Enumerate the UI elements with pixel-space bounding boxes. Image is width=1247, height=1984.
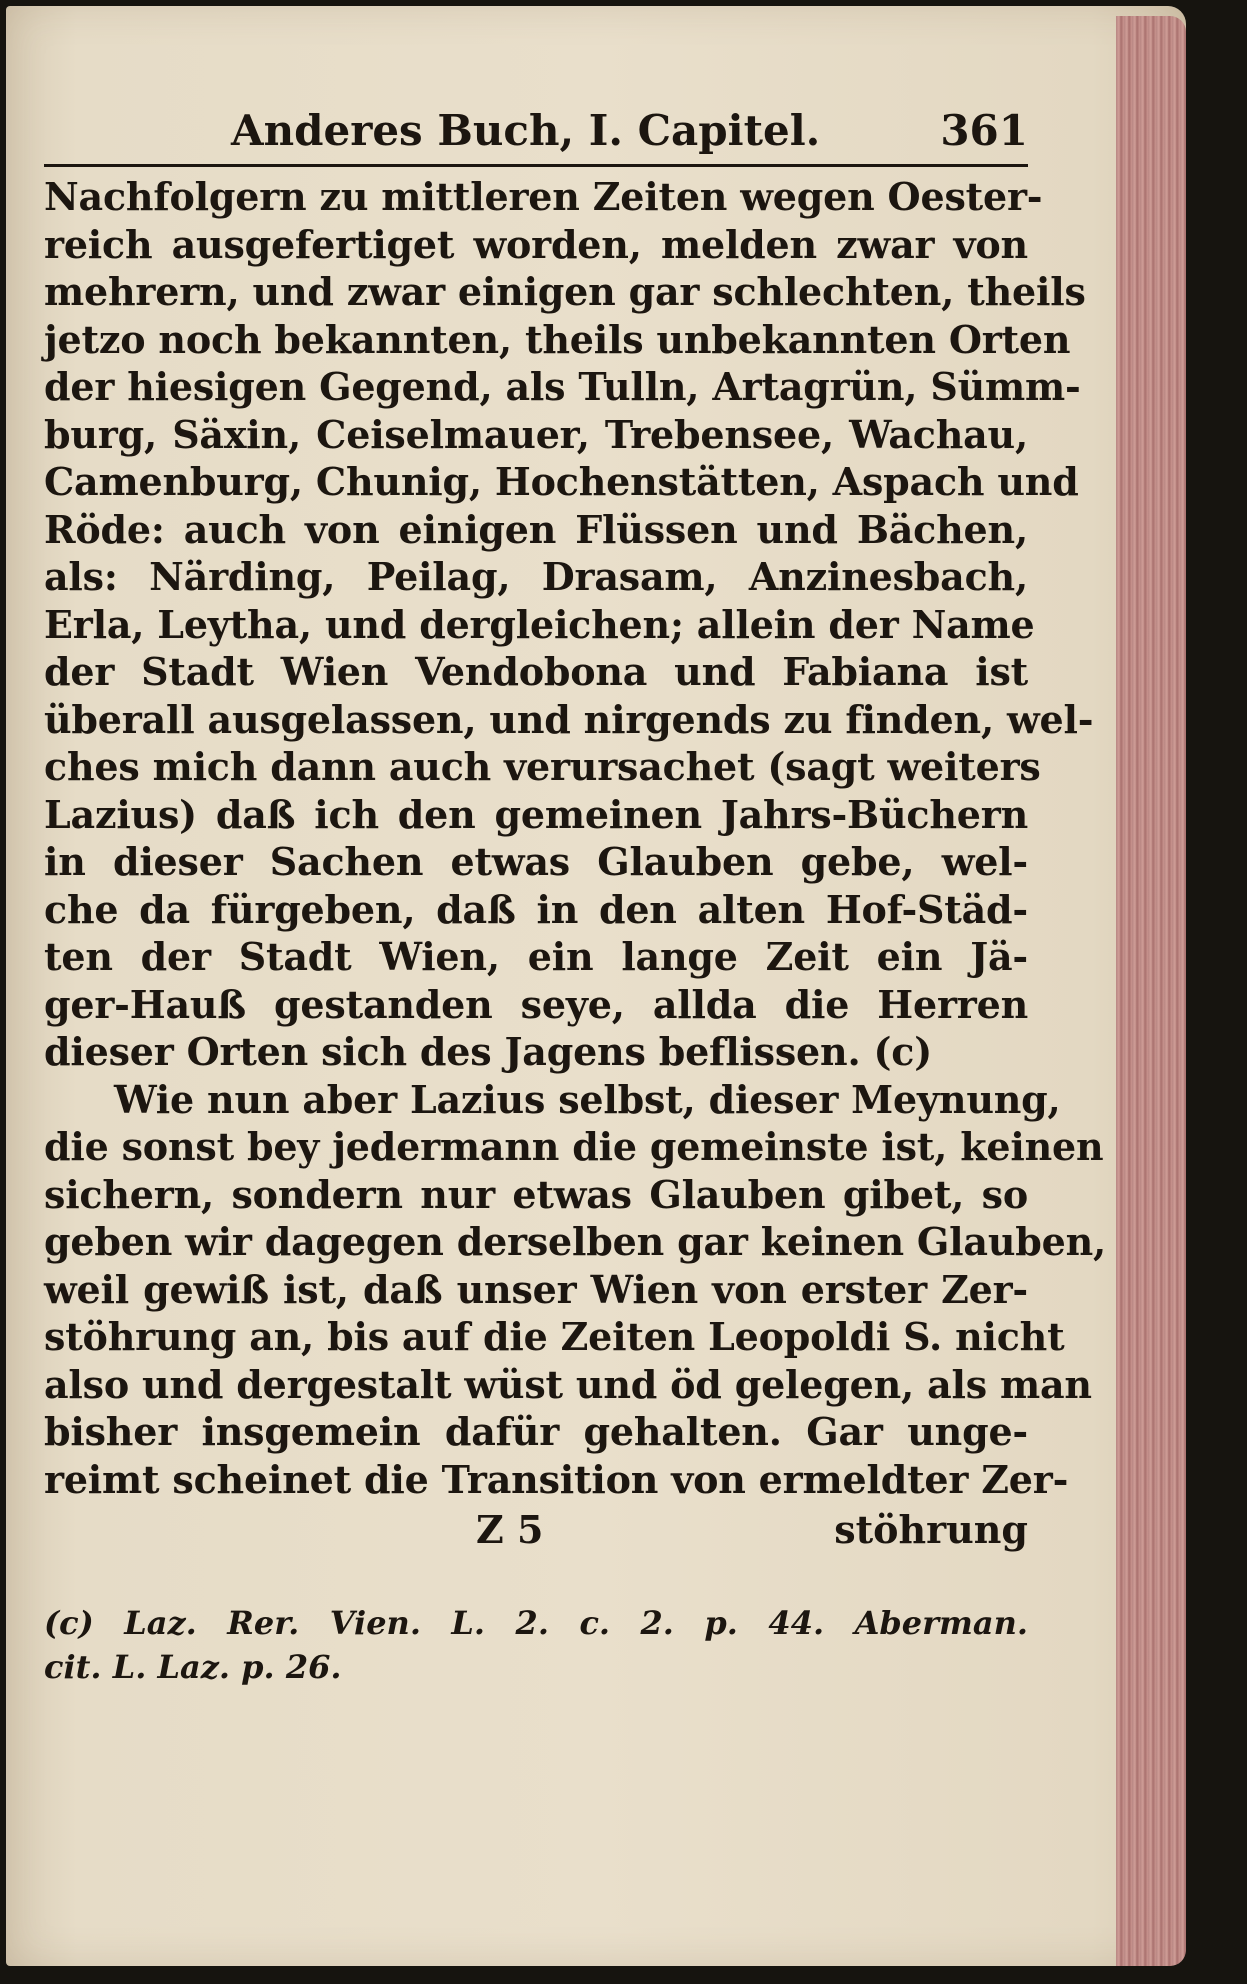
text-line: ches mich dann auch verursachet (sagt weiters (44, 744, 1041, 789)
text-line: Lazius) daß ich den gemeinen Jahrs-Büchern (44, 791, 1028, 837)
signature-row (36, 1507, 1046, 1557)
text-line: weil gewiß ist, daß unser Wien von erster Zer- (44, 1266, 1028, 1312)
text-line: mehrern, und zwar einigen gar schlechten, theils (44, 269, 1086, 314)
text-line: der Stadt Wien Vendobona und Fabiana ist (44, 649, 1028, 694)
text-line: der hiesigen Gegend, als Tulln, Artagrün, Sümm- (44, 364, 1081, 409)
footnote-line: cit. L. Laz. p. 26. (44, 1648, 342, 1686)
text-line: Nachfolgern zu mittleren Zeiten wegen Oester- (44, 174, 1043, 219)
header-rule (44, 164, 1028, 167)
catchword: stöhrung (834, 1507, 1028, 1552)
text-line: in dieser Sachen etwas Glauben gebe, wel- (44, 839, 1028, 884)
text-line: die sonst bey jedermann die gemeinste ist, keinen (44, 1124, 1104, 1169)
text-line: burg, Säxin, Ceiselmauer, Trebensee, Wachau, (44, 411, 1028, 457)
text-line: jetzo noch bekannten, theils unbekannten Orten (44, 316, 1071, 362)
text-line: reimt scheinet die Transition von ermeldter Zer- (44, 1456, 1069, 1502)
text-line: dieser Orten sich des Jagens beflissen. (c) (44, 1029, 933, 1074)
text-line: Erla, Leytha, und dergleichen; allein der Name (44, 601, 1035, 647)
text-line: Wie nun aber Lazius selbst, dieser Meynung, (114, 1076, 1061, 1122)
page-content (36, 106, 1107, 1689)
text-line: ten der Stadt Wien, ein lange Zeit ein Jä- (44, 934, 1028, 979)
page-edge (1116, 16, 1186, 1966)
text-line: Röde: auch von einigen Flüssen und Bächen, (44, 506, 1028, 552)
text-line: also und dergestalt wüst und öd gelegen, als man (44, 1361, 1092, 1407)
text-line: überall ausgelassen, und nirgends zu finden, wel- (44, 696, 1094, 742)
text-line: reich ausgefertiget worden, melden zwar von (44, 221, 1028, 267)
text-line: Camenburg, Chunig, Hochenstätten, Aspach und (44, 459, 1079, 504)
page-number: 361 (940, 106, 1028, 155)
text-line: geben wir dagegen derselben gar keinen Glauben, (44, 1219, 1107, 1264)
text-line: bisher insgemein dafür gehalten. Gar unge- (44, 1409, 1028, 1454)
footnotes (36, 1601, 1046, 1689)
body-text (36, 173, 1107, 1503)
signature-mark: Z 5 (476, 1507, 544, 1552)
book-page (6, 6, 1186, 1966)
text-line: als: Närding, Peilag, Drasam, Anzinesbach, (44, 554, 1028, 599)
running-head-title: Anderes Buch, I. Capitel. (231, 106, 821, 155)
text-line: ger-Hauß gestanden seye, allda die Herren (44, 981, 1028, 1027)
text-line: sichern, sondern nur etwas Glauben gibet, so (44, 1171, 1028, 1217)
text-line: che da fürgeben, daß in den alten Hof-Städ- (44, 886, 1028, 932)
text-line: stöhrung an, bis auf die Zeiten Leopoldi S. nicht (44, 1314, 1065, 1359)
footnote-line: (c) Laz. Rer. Vien. L. 2. c. 2. p. 44. Aberman. (44, 1604, 1028, 1642)
running-head (46, 106, 1046, 158)
